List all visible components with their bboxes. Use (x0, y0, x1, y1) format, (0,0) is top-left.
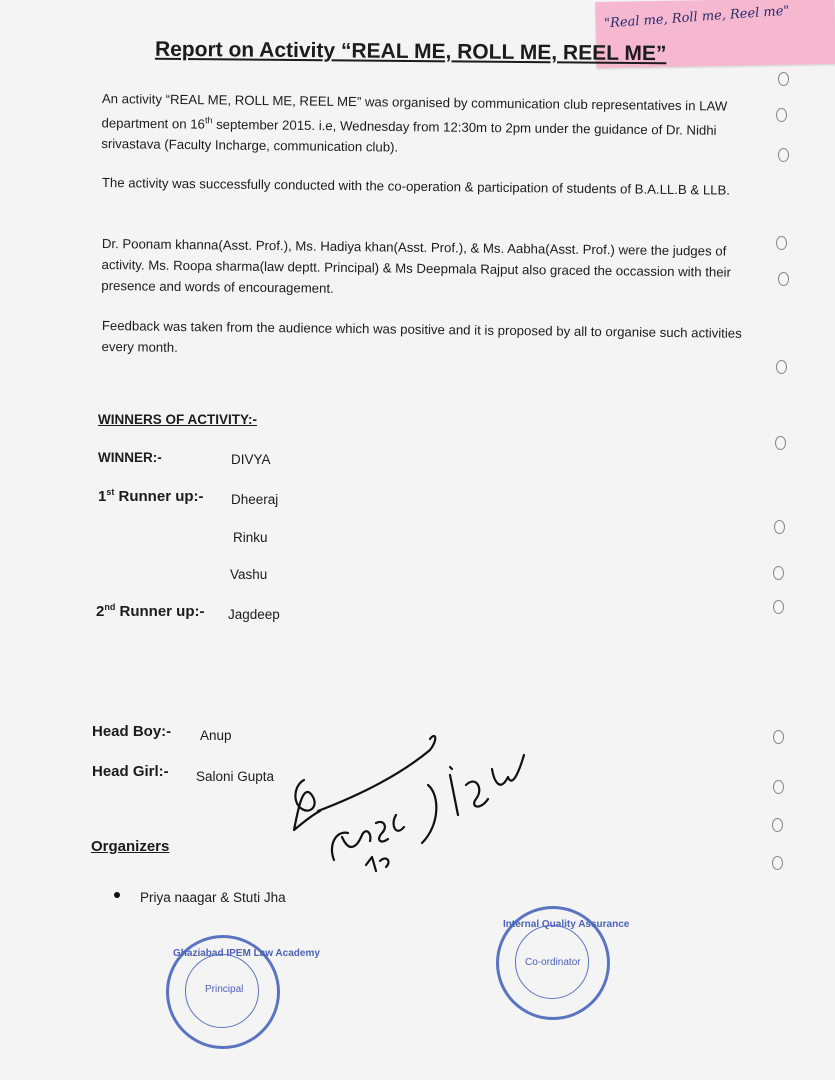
runner1-label: 1st Runner up:- (98, 487, 204, 505)
runner1-name: Dheeraj (231, 492, 279, 507)
institute-seal: Ghaziabad IPEM Law Academy Principal (166, 935, 280, 1049)
page-title: Report on Activity “REAL ME, ROLL ME, REEL ME” (154, 37, 667, 66)
quality-assurance-seal: Internal Quality Assurance Co-ordinator (496, 906, 610, 1020)
bullet-icon (114, 892, 120, 898)
paragraph-judges: Dr. Poonam khanna(Asst. Prof.), Ms. Hadiya khan(Asst. Prof.), & Ms. Aabha(Asst. Prof.) were the judges of activity. Ms. Roopa sharma(law deptt. Principal) & Ms Deepmala Rajput also graced the occassion with their presence and words of encouragement. (101, 235, 732, 296)
head-boy-name: Anup (200, 728, 232, 743)
head-girl-name: Saloni Gupta (196, 769, 275, 784)
handwritten-signature (280, 715, 580, 885)
head-girl-label: Head Girl:- (92, 763, 169, 780)
winners-heading: WINNERS OF ACTIVITY:- (98, 412, 257, 427)
runner1-name: Vashu (230, 567, 268, 582)
organizers-heading: Organizers (91, 838, 170, 855)
sticky-note-text: "Real me, Roll me, Reel me" (603, 3, 790, 32)
runner2-name: Jagdeep (228, 607, 280, 622)
head-boy-label: Head Boy:- (92, 723, 172, 740)
winner-label: WINNER:- (98, 450, 162, 465)
paragraph-intro: An activity “REAL ME, ROLL ME, REEL ME” was organised by communication club representatives in LAW department on 16th september 2015. i.e, Wednesday from 12:30m to 2pm under the guidance of Dr. Nidhi srivastava (Faculty Incharge, communication club). (101, 90, 728, 156)
paragraph-participation: The activity was successfully conducted with the co-operation & participation of students of B.A.LL.B & LLB. (101, 174, 731, 198)
winner-name: DIVYA (231, 452, 271, 467)
runner2-label: 2nd Runner up:- (96, 602, 205, 620)
paragraph-feedback: Feedback was taken from the audience which was positive and it is proposed by all to organise such activities every month. (101, 317, 742, 355)
runner1-name: Rinku (233, 530, 268, 545)
organizer-names: Priya naagar & Stuti Jha (140, 890, 286, 905)
